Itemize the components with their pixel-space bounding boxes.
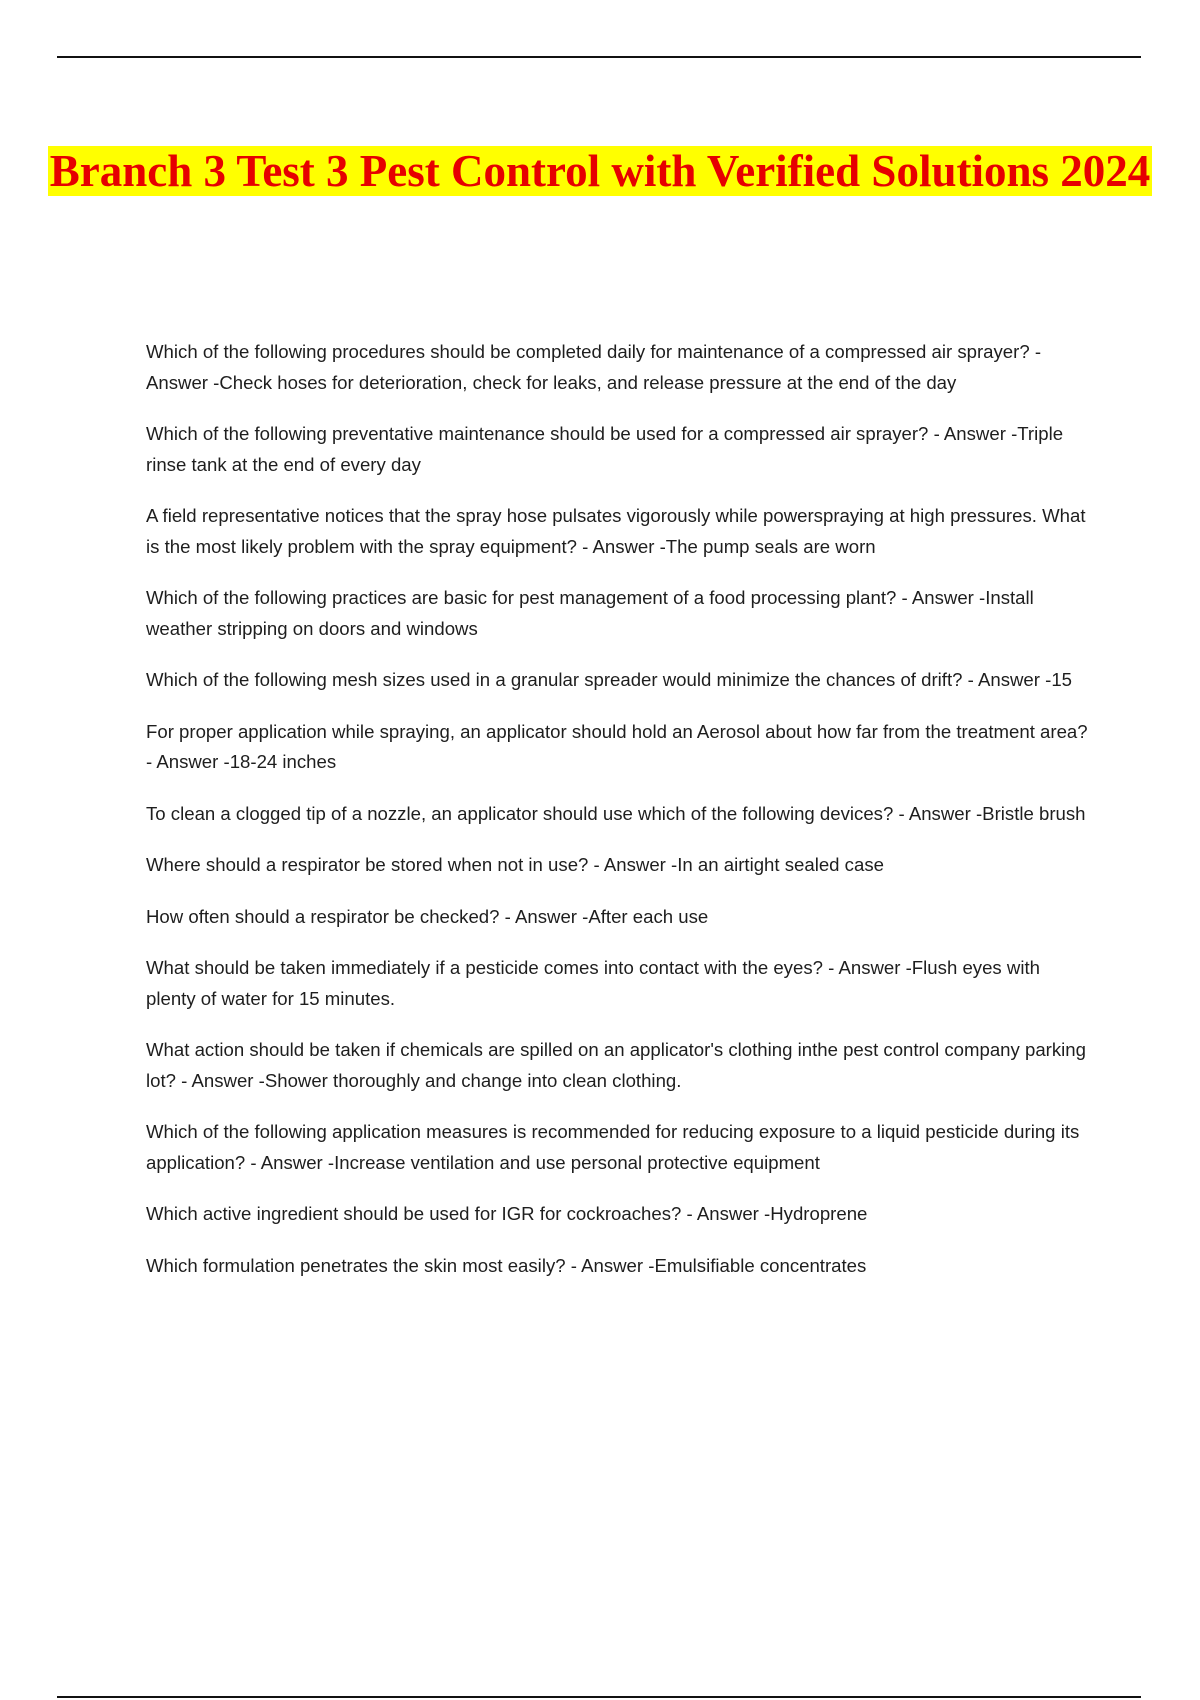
document-title: Branch 3 Test 3 Pest Control with Verified Solutions 2024 [49, 146, 1151, 196]
qa-item: Where should a respirator be stored when not in use? - Answer -In an airtight sealed case [146, 854, 884, 875]
bottom-rule [57, 1696, 1141, 1698]
question-answer-list [146, 337, 1090, 1302]
qa-item: What action should be taken if chemicals are spilled on an applicator's clothing inthe pest control company parking lot? - Answer -Shower thoroughly and change into clean clothing. [146, 1039, 1086, 1091]
title-block [0, 143, 1200, 200]
top-rule [57, 56, 1141, 58]
qa-item: A field representative notices that the spray hose pulsates vigorously while powerspraying at high pressures. What is the most likely problem with the spray equipment? - Answer -The pump seals are worn [146, 505, 1086, 557]
qa-item: Which of the following practices are basic for pest management of a food processing plant? - Answer -Install weather stripping on doors and windows [146, 587, 1034, 639]
qa-item: Which of the following mesh sizes used in a granular spreader would minimize the chances of drift? - Answer -15 [146, 669, 1073, 690]
qa-item: Which of the following application measures is recommended for reducing exposure to a liquid pesticide during its application? - Answer -Increase ventilation and use personal protective equipment [146, 1121, 1080, 1173]
qa-item: Which of the following procedures should be completed daily for maintenance of a compressed air sprayer? - Answer -Check hoses for deterioration, check for leaks, and release pressure at the end of the day [146, 341, 1042, 393]
qa-item: What should be taken immediately if a pesticide comes into contact with the eyes? - Answer -Flush eyes with plenty of water for 15 minutes. [146, 957, 1040, 1009]
qa-item: For proper application while spraying, an applicator should hold an Aerosol about how far from the treatment area? - Answer -18-24 inches [146, 720, 1088, 772]
qa-item: Which of the following preventative maintenance should be used for a compressed air sprayer? - Answer -Triple rinse tank at the end of every day [146, 423, 1064, 475]
qa-item: To clean a clogged tip of a nozzle, an applicator should use which of the following devices? - Answer -Bristle brush [146, 802, 1086, 824]
qa-item: How often should a respirator be checked? - Answer -After each use [146, 905, 709, 927]
qa-item: Which active ingredient should be used for IGR for cockroaches? - Answer -Hydroprene [146, 1203, 868, 1224]
qa-item: Which formulation penetrates the skin most easily? - Answer -Emulsifiable concentrates [146, 1254, 867, 1276]
